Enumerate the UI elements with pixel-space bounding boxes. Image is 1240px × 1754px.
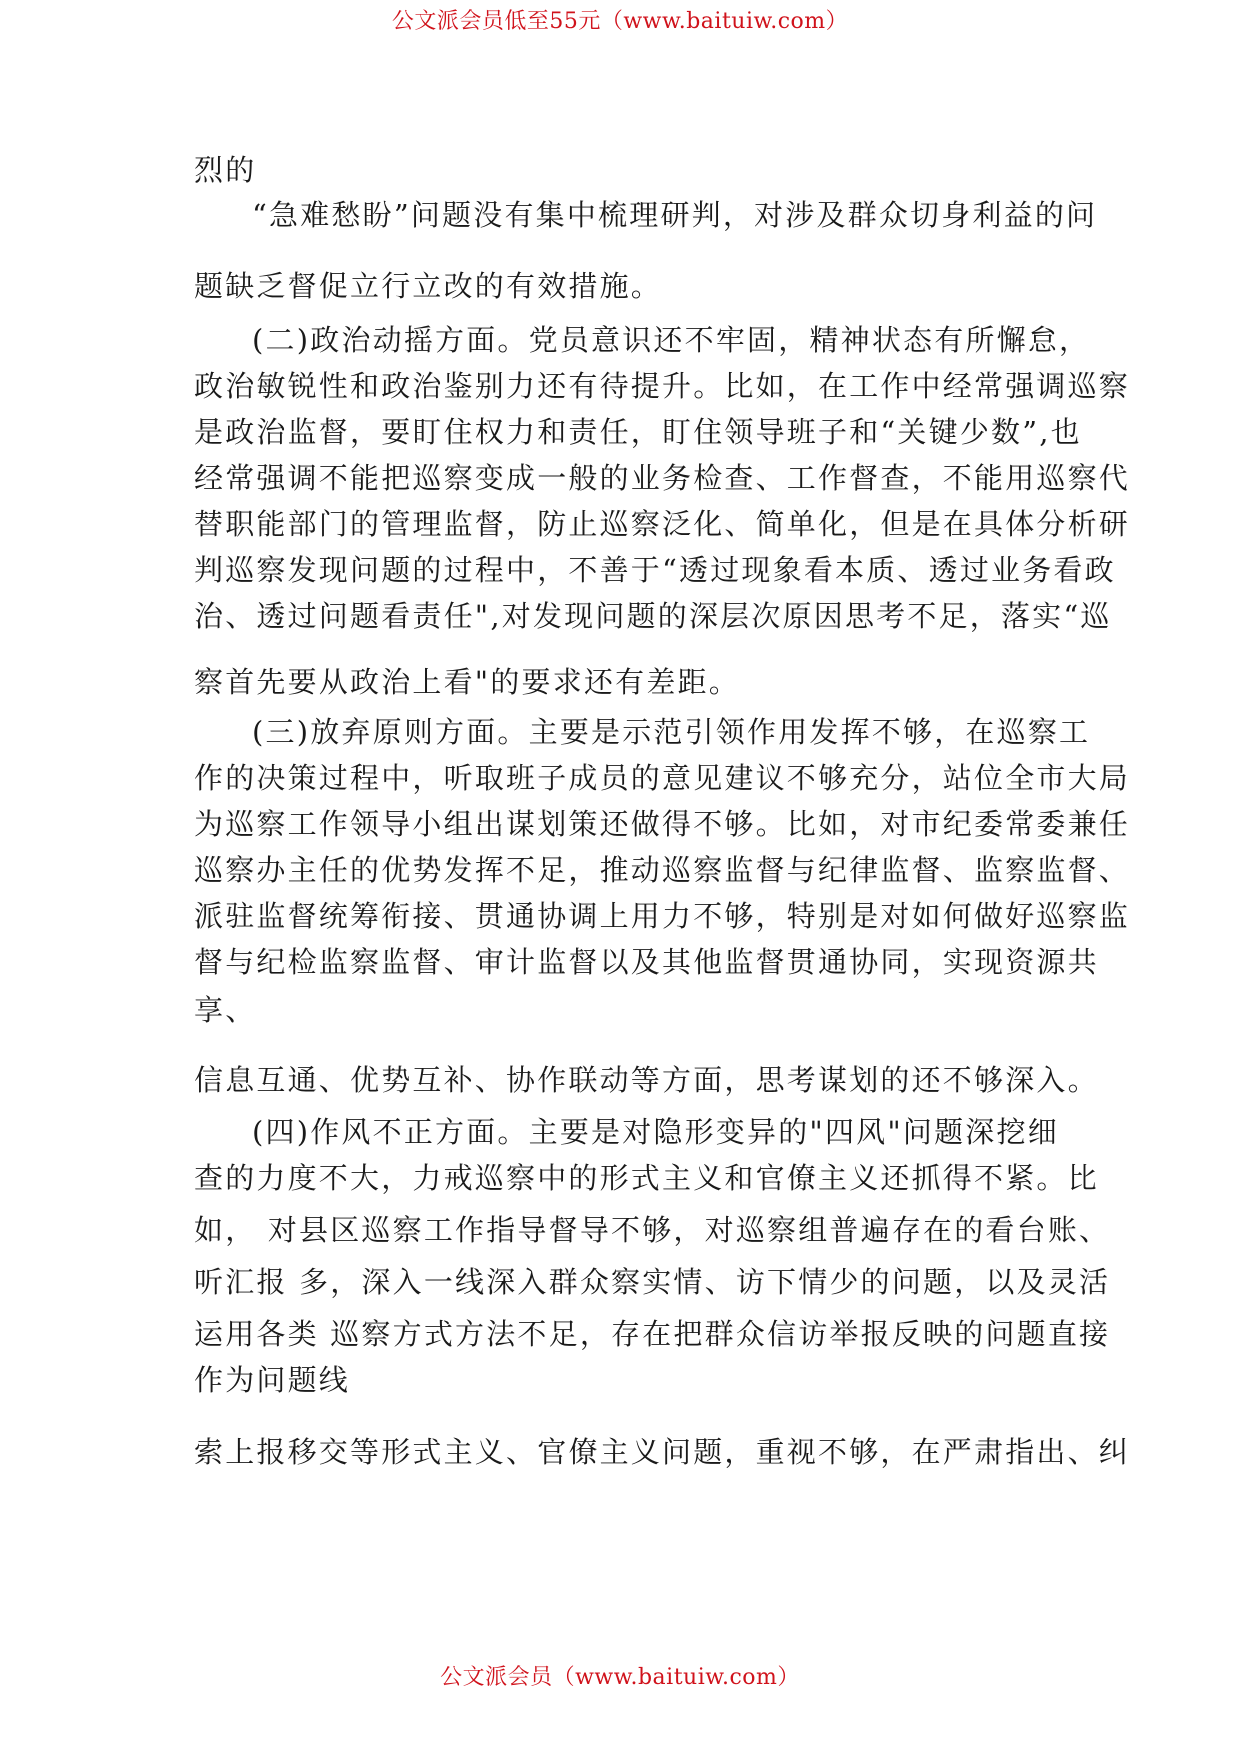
text-line: 政治敏锐性和政治鉴别力还有待提升。比如，在工作中经常强调巡察 (194, 369, 1131, 403)
text-line: 是政治监督，要盯住权力和责任，盯住领导班子和“关键少数”,也 (194, 415, 1082, 449)
text-line: 享、 (194, 993, 257, 1027)
text-line: 烈的 (194, 153, 257, 187)
text-line: 作的决策过程中，听取班子成员的意见建议不够充分，站位全市大局 (194, 761, 1131, 795)
text-line: 督与纪检监察监督、审计监督以及其他监督贯通协同，实现资源共 (194, 945, 1099, 979)
text-line: 题缺乏督促立行立改的有效措施。 (194, 269, 663, 303)
text-line: 如， 对县区巡察工作指导督导不够，对巡察组普遍存在的看台账、 (194, 1213, 1111, 1247)
text-line: 听汇报 多，深入一线深入群众察实情、访下情少的问题，以及灵活 (194, 1265, 1111, 1299)
text-line: 作为问题线 (194, 1363, 351, 1397)
header-banner-link[interactable]: 公文派会员低至55元（www.baituiw.com） (391, 9, 849, 34)
text-line: 信息互通、优势互补、协作联动等方面，思考谋划的还不够深入。 (194, 1063, 1099, 1097)
text-line: 经常强调不能把巡察变成一般的业务检查、工作督查，不能用巡察代 (194, 461, 1131, 495)
text-line: 巡察办主任的优势发挥不足，推动巡察监督与纪律监督、监察监督、 (194, 853, 1131, 887)
text-line: 判巡察发现问题的过程中，不善于“透过现象看本质、透过业务看政 (194, 553, 1116, 587)
paragraph-heading-4: (四)作风不正方面。主要是对隐形变异的"四风"问题深挖细 (252, 1115, 1059, 1149)
text-line: 替职能部门的管理监督，防止巡察泛化、简单化，但是在具体分析研 (194, 507, 1131, 541)
text-line: 为巡察工作领导小组出谋划策还做得不够。比如，对市纪委常委兼任 (194, 807, 1131, 841)
text-line: “急难愁盼”问题没有集中梳理研判，对涉及群众切身利益的问 (252, 198, 1098, 232)
paragraph-heading-2: (二)政治动摇方面。党员意识还不牢固，精神状态有所懈怠， (252, 323, 1091, 357)
text-line: 运用各类 巡察方式方法不足，存在把群众信访举报反映的问题直接 (194, 1317, 1111, 1351)
paragraph-heading-3: (三)放弃原则方面。主要是示范引领作用发挥不够，在巡察工 (252, 715, 1091, 749)
text-line: 察首先要从政治上看"的要求还有差距。 (194, 665, 740, 699)
text-line: 派驻监督统筹衔接、贯通协调上用力不够，特别是对如何做好巡察监 (194, 899, 1131, 933)
text-line: 查的力度不大，力戒巡察中的形式主义和官僚主义还抓得不紧。比 (194, 1161, 1099, 1195)
text-line: 索上报移交等形式主义、官僚主义问题，重视不够，在严肃指出、纠 (194, 1435, 1131, 1469)
footer-banner-link[interactable]: 公文派会员（www.baituiw.com） (440, 1665, 800, 1690)
text-line: 治、透过问题看责任",对发现问题的深层次原因思考不足，落实“巡 (194, 599, 1112, 633)
